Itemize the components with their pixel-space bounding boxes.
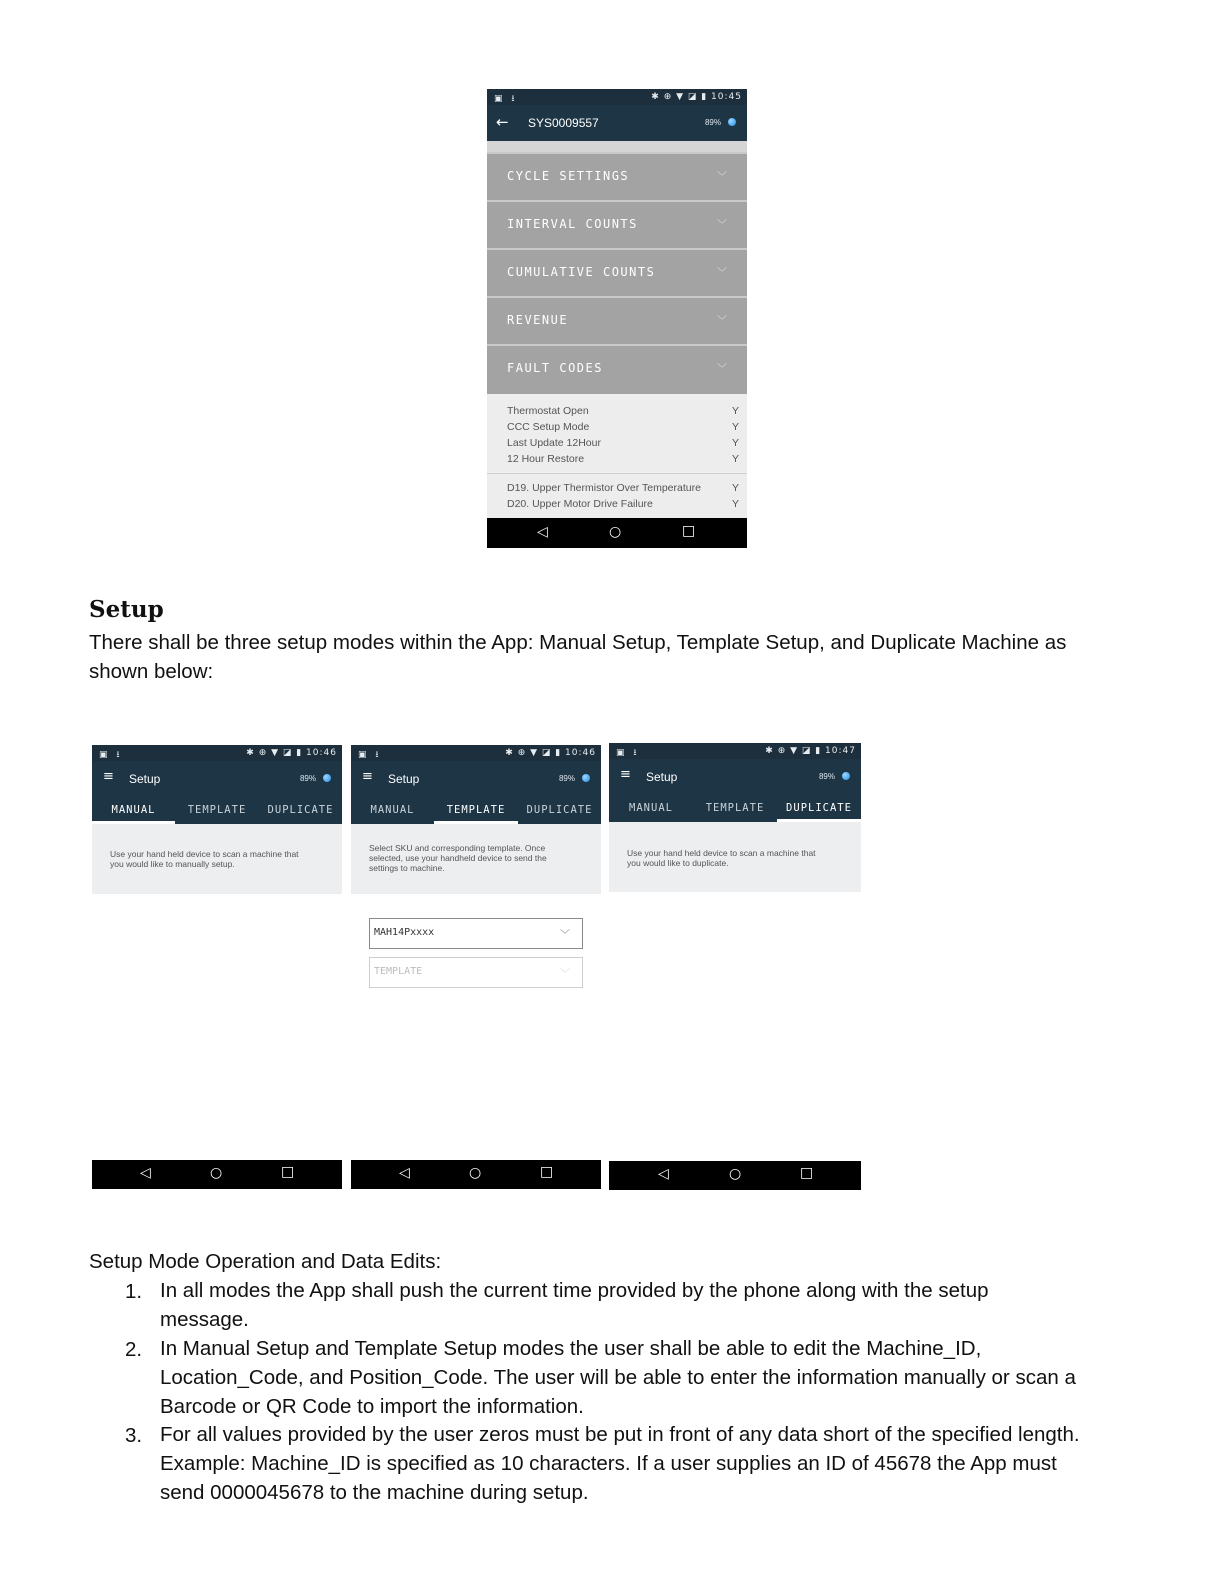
fault-name: CCC Setup Mode	[507, 421, 590, 433]
setup-intro-line2: shown below:	[89, 660, 214, 683]
instruction-line: settings to machine.	[369, 863, 445, 873]
chevron-down-icon: ﹀	[717, 364, 727, 375]
connection-status-icon	[728, 118, 736, 126]
instruction-line: Use your hand held device to scan a machine that	[110, 849, 299, 859]
accordion-label: REVENUE	[507, 313, 569, 327]
machine-id-title: SYS0009557	[528, 116, 599, 130]
fault-value: Y	[731, 482, 739, 494]
sku-select-value: MAH14Pxxxx	[374, 927, 435, 938]
accordion-label: CYCLE SETTINGS	[507, 169, 630, 183]
chevron-down-icon: ﹀	[560, 930, 570, 941]
list-line: Location_Code, and Position_Code. The user will be able to enter the information manually or scan a	[160, 1366, 1076, 1389]
list-line: For all values provided by the user zeros must be put in front of any data short of the specified length.	[160, 1423, 1080, 1446]
connection-status-icon	[323, 774, 331, 782]
screen-title: Setup	[646, 770, 678, 784]
notification-icons: ▣ ⭳	[616, 748, 640, 758]
recent-apps-icon[interactable]: □	[281, 1164, 295, 1180]
mode-tabs	[92, 795, 342, 824]
fault-name: Thermostat Open	[507, 405, 589, 417]
android-nav-bar	[351, 1160, 601, 1189]
list-item-2	[160, 1334, 1076, 1421]
tab-label: MANUAL	[370, 804, 415, 816]
instruction-box	[92, 824, 342, 894]
duplicate-setup-screenshot	[609, 743, 861, 1190]
instruction-line: you would like to duplicate.	[627, 858, 729, 868]
hamburger-menu-icon[interactable]: ≡	[103, 769, 114, 784]
home-icon[interactable]: ○	[609, 524, 622, 540]
tab-manual[interactable]	[351, 795, 434, 824]
tab-label: DUPLICATE	[526, 804, 593, 816]
list-line: In all modes the App shall push the current time provided by the phone along with the setup	[160, 1279, 989, 1302]
mode-tabs	[351, 795, 601, 824]
system-status-icons: ✱ ⊕ ▼ ◪ ▮ 10:46	[246, 748, 337, 758]
instruction-line: Use your hand held device to scan a machine that	[627, 848, 816, 858]
tab-label: MANUAL	[629, 802, 673, 814]
setup-heading: Setup	[89, 596, 164, 623]
battery-percent: 89%	[818, 772, 835, 781]
list-item-3	[160, 1420, 1080, 1507]
instruction-line: selected, use your handheld device to send the	[369, 853, 547, 863]
tab-template[interactable]	[434, 795, 518, 824]
tab-manual[interactable]	[92, 795, 175, 824]
fault-value: Y	[731, 405, 739, 417]
screen-title: Setup	[129, 772, 161, 786]
template-select-placeholder: TEMPLATE	[374, 966, 423, 977]
fault-list-group2	[487, 474, 747, 518]
tab-duplicate[interactable]	[259, 795, 342, 824]
notification-icons: ▣ ⭳	[99, 750, 123, 760]
tab-label: MANUAL	[111, 804, 156, 816]
tab-manual[interactable]	[609, 793, 693, 822]
fault-value: Y	[731, 453, 739, 465]
fault-name: 12 Hour Restore	[507, 453, 585, 465]
battery-percent: 89%	[558, 774, 575, 783]
template-setup-screenshot	[351, 745, 601, 1190]
fault-row	[507, 498, 739, 510]
fault-name: D19. Upper Thermistor Over Temperature	[507, 482, 701, 494]
list-line: In Manual Setup and Template Setup modes the user shall be able to edit the Machine_ID,	[160, 1337, 982, 1360]
tab-template[interactable]	[175, 795, 259, 824]
fault-name: D20. Upper Motor Drive Failure	[507, 498, 653, 510]
fault-name: Last Update 12Hour	[507, 437, 601, 449]
list-line: send 0000045678 to the machine during setup.	[160, 1481, 589, 1504]
list-line: Barcode or QR Code to import the information.	[160, 1395, 584, 1418]
tab-duplicate[interactable]	[777, 793, 861, 822]
tab-template[interactable]	[693, 793, 777, 822]
recent-apps-icon[interactable]: □	[682, 523, 696, 539]
notification-icons: ▣ ⭳	[494, 94, 518, 104]
list-number: 1.	[125, 1280, 143, 1303]
status-bar	[487, 89, 747, 105]
connection-status-icon	[582, 774, 590, 782]
battery-percent: 89%	[299, 774, 316, 783]
fault-list-group1	[487, 394, 747, 472]
chevron-down-icon: ﹀	[717, 316, 727, 327]
section-spacer	[487, 141, 747, 152]
sku-select[interactable]	[369, 918, 583, 949]
fault-value: Y	[731, 498, 739, 510]
list-line: message.	[160, 1308, 249, 1331]
status-bar	[609, 743, 861, 759]
operation-heading: Setup Mode Operation and Data Edits:	[89, 1250, 442, 1273]
status-bar	[92, 745, 342, 761]
back-icon[interactable]: ◁	[658, 1166, 669, 1182]
android-nav-bar	[609, 1161, 861, 1190]
instruction-line: you would like to manually setup.	[110, 859, 235, 869]
system-status-icons: ✱ ⊕ ▼ ◪ ▮ 10:47	[765, 746, 856, 756]
list-number: 2.	[125, 1338, 143, 1361]
accordion-label: CUMULATIVE COUNTS	[507, 265, 656, 279]
home-icon[interactable]: ○	[469, 1165, 482, 1181]
fault-value: Y	[731, 437, 739, 449]
status-bar	[351, 745, 601, 761]
accordion-cycle-settings[interactable]	[487, 152, 747, 200]
home-icon[interactable]: ○	[729, 1166, 742, 1182]
back-icon[interactable]: ◁	[140, 1165, 151, 1181]
accordion-revenue[interactable]	[487, 296, 747, 344]
instruction-box	[351, 824, 601, 894]
hamburger-menu-icon[interactable]: ≡	[620, 767, 631, 782]
battery-percent: 89%	[704, 118, 721, 127]
fault-row	[507, 453, 739, 465]
tab-label: TEMPLATE	[705, 802, 765, 814]
fault-row	[507, 405, 739, 417]
list-item-1	[160, 1276, 989, 1334]
app-bar	[487, 105, 747, 141]
screen-title: Setup	[388, 772, 420, 786]
app-bar	[609, 759, 861, 793]
chevron-down-icon: ﹀	[717, 268, 727, 279]
home-icon[interactable]: ○	[210, 1165, 223, 1181]
accordion-fault-codes[interactable]	[487, 344, 747, 394]
tab-label: DUPLICATE	[786, 802, 852, 814]
back-icon[interactable]: ◁	[399, 1165, 410, 1181]
system-status-icons: ✱ ⊕ ▼ ◪ ▮ 10:45	[651, 92, 742, 102]
tab-duplicate[interactable]	[518, 795, 601, 824]
instruction-box	[609, 822, 861, 892]
recent-apps-icon[interactable]: □	[800, 1165, 814, 1181]
instruction-line: Select SKU and corresponding template. Once	[369, 843, 546, 853]
back-arrow-icon[interactable]: ←	[496, 113, 509, 131]
chevron-down-icon: ﹀	[717, 172, 727, 183]
accordion-interval-counts[interactable]	[487, 200, 747, 248]
template-select[interactable]	[369, 957, 583, 988]
app-bar	[92, 761, 342, 795]
recent-apps-icon[interactable]: □	[540, 1164, 554, 1180]
tab-label: TEMPLATE	[446, 804, 506, 816]
accordion-cumulative-counts[interactable]	[487, 248, 747, 296]
android-nav-bar	[487, 518, 747, 548]
fault-row	[507, 421, 739, 433]
fault-value: Y	[731, 421, 739, 433]
system-status-icons: ✱ ⊕ ▼ ◪ ▮ 10:46	[505, 748, 596, 758]
chevron-down-icon: ﹀	[560, 969, 570, 980]
tab-label: TEMPLATE	[187, 804, 247, 816]
hamburger-menu-icon[interactable]: ≡	[362, 769, 373, 784]
fault-row	[507, 437, 739, 449]
accordion-label: INTERVAL COUNTS	[507, 217, 638, 231]
app-bar	[351, 761, 601, 795]
fault-row	[507, 482, 739, 494]
machine-detail-screenshot	[487, 89, 747, 548]
notification-icons: ▣ ⭳	[358, 750, 382, 760]
connection-status-icon	[842, 772, 850, 780]
list-line: Example: Machine_ID is specified as 10 characters. If a user supplies an ID of 45678 the App must	[160, 1452, 1057, 1475]
tab-label: DUPLICATE	[267, 804, 334, 816]
mode-tabs	[609, 793, 861, 822]
manual-setup-screenshot	[92, 745, 342, 1190]
accordion-label: FAULT CODES	[507, 361, 603, 375]
chevron-down-icon: ﹀	[717, 220, 727, 231]
list-number: 3.	[125, 1424, 143, 1447]
back-icon[interactable]: ◁	[537, 524, 548, 540]
android-nav-bar	[92, 1160, 342, 1189]
setup-intro-line1: There shall be three setup modes within the App: Manual Setup, Template Setup, and Duplicate Machine as	[89, 631, 1067, 654]
